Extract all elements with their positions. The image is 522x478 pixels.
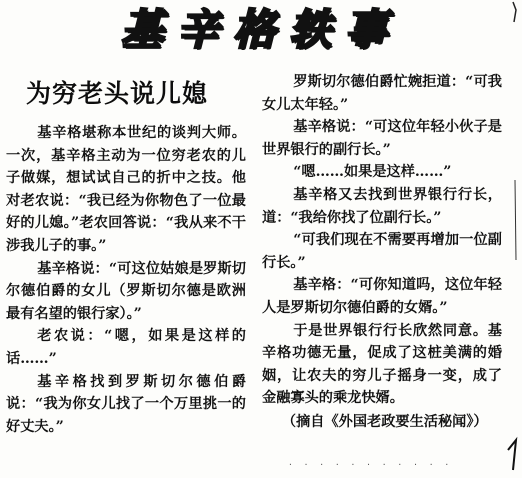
paragraph: 基辛格：“可你知道吗，这位年轻人是罗斯切尔德伯爵的女婿。”	[262, 277, 502, 316]
paragraph: 老农说：“嗯，如果是这样的话……”	[6, 328, 246, 367]
paragraph: “可我们现在不需要再增加一位副行长。”	[262, 232, 502, 271]
paragraph: 基辛格又去找到世界银行行长，道：“我给你找了位副行长。”	[262, 186, 502, 226]
paragraph: 基辛格说：“可这位姑娘是罗斯切尔德伯爵的女儿（罗斯切尔德是欧洲最有名望的银行家）。”	[6, 260, 246, 322]
article-subtitle: 为穷老头说儿媳	[26, 79, 209, 108]
source-citation: （摘自《外国老政要生活秘闻》）	[281, 413, 488, 430]
paragraph: 基辛格找到罗斯切尔德伯爵说：“我为你女儿找了一个万里挑一的好丈夫。”	[6, 373, 246, 435]
paragraph: 于是世界银行行长欣然同意。基辛格功德无量，促成了这桩美满的婚姻，让农夫的穷儿子摇身一变，成了金融寡头的乘龙快婿。	[262, 322, 502, 407]
right-column	[262, 71, 502, 434]
paragraph: 基辛格说：“可这位年轻小伙子是世界银行的副行长。”	[262, 119, 502, 158]
article-title: 基辛格轶事	[120, 5, 401, 54]
left-column	[6, 122, 246, 438]
paragraph: 罗斯切尔德伯爵忙婉拒道：“可我女儿太年轻。”	[262, 74, 502, 113]
paragraph: “嗯……如果是这样……”	[293, 164, 452, 181]
paragraph: 基辛格堪称本世纪的谈判大师。一次，基辛格主动为一位穷老农的儿子做媒，想试试自己的折中之技。他对老农说：“我已经为你物色了一位最好的儿媳。”老农回答说：“我从来不干涉我儿子的事。”	[6, 125, 246, 254]
scan-edge-mark	[504, 0, 518, 478]
scan-noise: · · · · · · · · · · ·	[288, 460, 453, 469]
